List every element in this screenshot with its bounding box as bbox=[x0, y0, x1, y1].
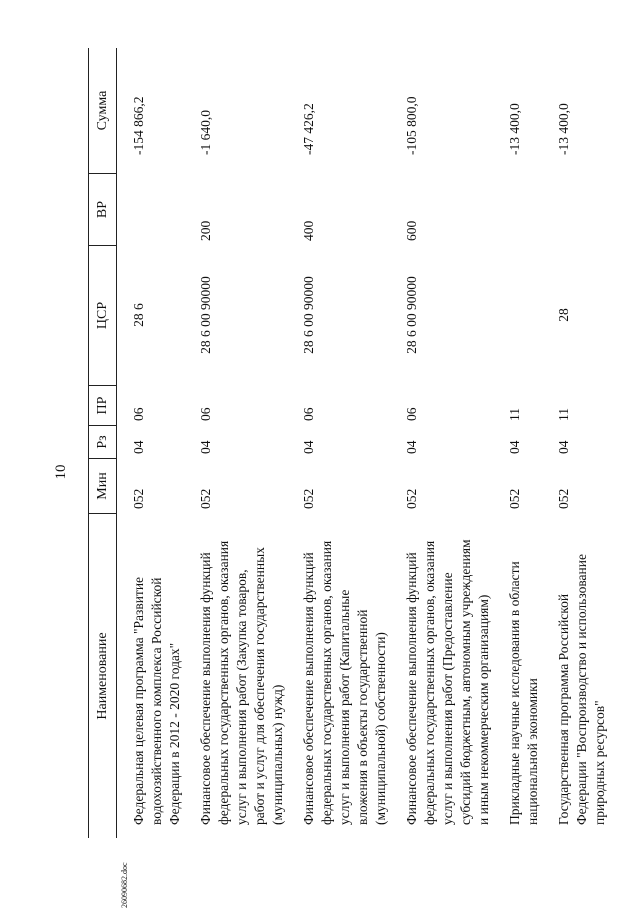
cell-vr bbox=[130, 173, 184, 245]
cell-vr: 600 bbox=[404, 220, 419, 241]
table-row bbox=[542, 48, 609, 838]
cell-min: 052 bbox=[507, 488, 522, 509]
cell-pr: 11 bbox=[507, 408, 522, 421]
cell-name: Федеральная целевая программа "Развитие водохозяйственного комплекса Российской Федерации в 2012 - 2020 годах" bbox=[131, 576, 182, 825]
cell-csr bbox=[506, 245, 542, 385]
page-number: 10 bbox=[53, 464, 69, 480]
cell-rz: 04 bbox=[404, 440, 419, 454]
cell-csr: 28 bbox=[556, 308, 571, 322]
cell-pr: 11 bbox=[556, 408, 571, 421]
document-id: 26090682.doc bbox=[120, 862, 129, 908]
cell-rz: 04 bbox=[556, 440, 571, 454]
cell-pr: 06 bbox=[131, 407, 146, 421]
cell-rz: 04 bbox=[131, 440, 146, 454]
cell-rz: 04 bbox=[301, 440, 316, 454]
header-vr: ВР bbox=[89, 173, 116, 245]
table-row bbox=[117, 48, 184, 838]
cell-pr: 06 bbox=[301, 407, 316, 421]
budget-table bbox=[88, 48, 607, 838]
header-csr: ЦСР bbox=[89, 245, 116, 385]
cell-vr bbox=[506, 173, 542, 245]
cell-csr: 28 6 00 90000 bbox=[198, 276, 213, 354]
cell-csr: 28 6 00 90000 bbox=[301, 276, 316, 354]
table-header bbox=[88, 48, 117, 838]
cell-vr bbox=[555, 173, 609, 245]
header-sum: Сумма bbox=[94, 90, 110, 131]
cell-name: Финансовое обеспечение выполнения функций федеральных государственных органов, оказания услуг и выполнения работ (Капитальные вложения в объекты государственной (муниципальной) собственности) bbox=[301, 540, 388, 825]
table-row bbox=[493, 48, 542, 838]
cell-min: 052 bbox=[556, 488, 571, 509]
cell-min: 052 bbox=[301, 488, 316, 509]
cell-pr: 06 bbox=[404, 407, 419, 421]
cell-name: Финансовое обеспечение выполнения функций федеральных государственных органов, оказания услуг и выполнения работ (Предоставление субсидий бюджетным, автономным учреждениям и иным некоммерческим организациям) bbox=[404, 539, 491, 825]
cell-rz: 04 bbox=[507, 440, 522, 454]
cell-pr: 06 bbox=[198, 407, 213, 421]
cell-csr: 28 6 00 90000 bbox=[404, 276, 419, 354]
cell-rz: 04 bbox=[198, 440, 213, 454]
cell-vr: 200 bbox=[198, 220, 213, 241]
cell-sum: -154 866,2 bbox=[131, 96, 146, 155]
cell-name: Финансовое обеспечение выполнения функций федеральных государственных органов, оказания услуг и выполнения работ (Закупка товаров, работ и услуг для обеспечения государственных (муниципальных) нужд) bbox=[198, 540, 285, 825]
table-row bbox=[287, 48, 390, 838]
cell-min: 052 bbox=[198, 488, 213, 509]
cell-csr: 28 6 bbox=[131, 303, 146, 327]
table-row bbox=[390, 48, 493, 838]
header-min: Мин bbox=[89, 458, 116, 513]
cell-name: Прикладные научные исследования в области национальной экономики bbox=[507, 561, 540, 825]
header-rz: Рз bbox=[89, 425, 116, 458]
cell-sum: -47 426,2 bbox=[301, 103, 316, 155]
table-row bbox=[184, 48, 287, 838]
cell-sum: -13 400,0 bbox=[507, 103, 522, 155]
header-pr: ПР bbox=[89, 385, 116, 425]
header-name: Наименование bbox=[89, 513, 116, 838]
cell-name: Государственная программа Российской Федерации "Воспроизводство и использование природных ресурсов" bbox=[556, 554, 607, 825]
cell-sum: -1 640,0 bbox=[198, 110, 213, 155]
cell-min: 052 bbox=[131, 488, 146, 509]
cell-sum: -105 800,0 bbox=[404, 96, 419, 155]
cell-sum: -13 400,0 bbox=[556, 103, 571, 155]
cell-vr: 400 bbox=[301, 220, 316, 241]
cell-min: 052 bbox=[404, 488, 419, 509]
